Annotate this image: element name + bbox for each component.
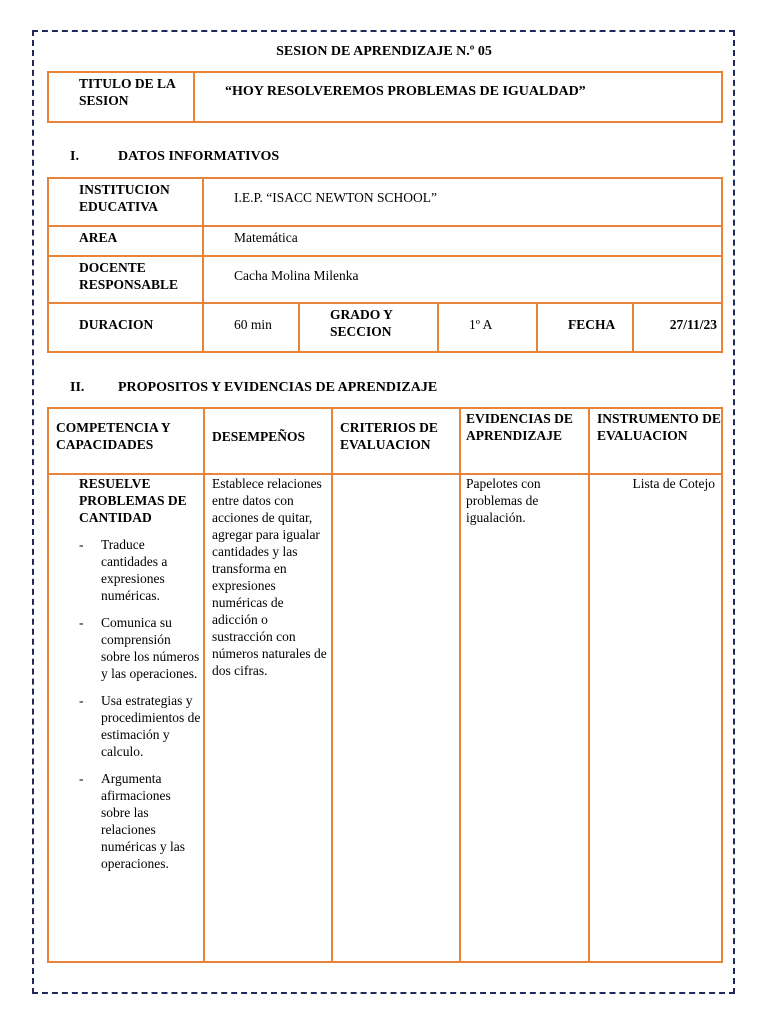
header-desempenos: DESEMPEÑOS <box>204 408 332 474</box>
competencia-cell <box>48 474 204 962</box>
desempeno-cell: Establece relaciones entre datos con acciones de quitar, agregar para igualar cantidades y las transforma en expresiones numéricas de adicción o sustracción con números naturales de dos cifras. <box>204 474 332 962</box>
fecha-value: 27/11/23 <box>633 303 722 352</box>
capacidades-list <box>79 536 201 872</box>
section-2-title: PROPOSITOS Y EVIDENCIAS DE APRENDIZAJE <box>118 380 438 395</box>
duracion-value: 60 min <box>203 303 299 352</box>
section-1-title: DATOS INFORMATIVOS <box>118 149 280 164</box>
duracion-label: DURACION <box>48 303 203 352</box>
session-title: SESION DE APRENDIZAJE N.º 05 <box>276 44 492 59</box>
grado-label: GRADO Y SECCION <box>299 303 438 352</box>
header-competencia: COMPETENCIA Y CAPACIDADES <box>48 408 204 474</box>
section-2-number: II. <box>70 380 85 395</box>
list-item: - Comunica su comprensión sobre los números y las operaciones. <box>79 614 201 682</box>
evidencias-cell: Papelotes con problemas de igualación. <box>460 474 589 962</box>
fecha-label: FECHA <box>537 303 633 352</box>
list-item: - Argumenta afirmaciones sobre las relaciones numéricas y las operaciones. <box>79 770 201 872</box>
header-instrumento: INSTRUMENTO DE EVALUACION <box>589 408 722 474</box>
docente-value: Cacha Molina Milenka <box>203 256 722 303</box>
session-title-table <box>47 71 723 123</box>
titulo-value: “HOY RESOLVEREMOS PROBLEMAS DE IGUALDAD” <box>194 72 722 122</box>
propositos-table <box>47 407 723 963</box>
area-label: AREA <box>48 226 203 256</box>
header-evidencias: EVIDENCIAS DE APRENDIZAJE <box>460 408 589 474</box>
competencia-title: RESUELVE PROBLEMAS DE CANTIDAD <box>79 476 187 525</box>
institucion-value: I.E.P. “ISACC NEWTON SCHOOL” <box>203 178 722 226</box>
titulo-label: TITULO DE LA SESION <box>48 72 194 122</box>
list-item: - Usa estrategias y procedimientos de estimación y calculo. <box>79 692 201 760</box>
instrumento-cell: Lista de Cotejo <box>589 474 722 962</box>
grado-value: 1º A <box>438 303 537 352</box>
criterios-cell <box>332 474 460 962</box>
area-value: Matemática <box>203 226 722 256</box>
section-1-number: I. <box>70 149 79 164</box>
datos-informativos-table <box>47 177 723 353</box>
docente-label: DOCENTE RESPONSABLE <box>48 256 203 303</box>
list-item: - Traduce cantidades a expresiones numéricas. <box>79 536 201 604</box>
institucion-label: INSTITUCION EDUCATIVA <box>48 178 203 226</box>
header-criterios: CRITERIOS DE EVALUACION <box>332 408 460 474</box>
